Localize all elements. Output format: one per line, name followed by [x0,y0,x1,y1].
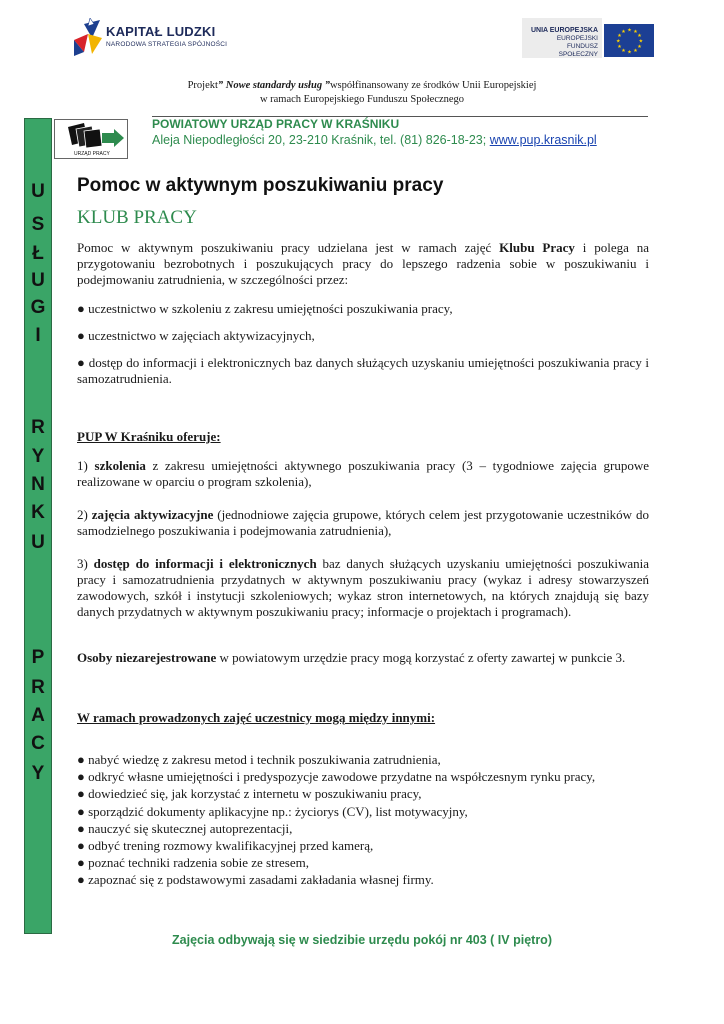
learn-list [77,751,649,889]
project-info [0,79,724,107]
svg-text:★: ★ [616,38,621,45]
sidebar-letter: N [31,474,45,495]
offer-item-2-num: 2) [77,507,92,522]
offer-item-3-text: baz danych służących uzyskaniu umiejętności poszukiwania pracy i samozatrudnienia przydatnych w aktywnym poszukiwaniu pracy (wykaz i adresy stowarzyszeń zawodowych, szkół i instytucji szkoleniowych; wykaz stron internetowych, na których znajdują się bazy danych przydatnych w aktywnym poszukiwaniu pracy; informacje o projektach i programach). [77,556,649,619]
sidebar-letter: Y [31,763,45,784]
svg-text:★: ★ [627,27,632,34]
offer-item-1-bold: szkolenia [94,458,146,473]
intro-text-b: i polega na przygotowaniu bezrobotnych i poszukujących pracy do lepszego radzenia sobie w poszukiwaniu i podejmowaniu zatrudnienia, w szczególności przez: [77,240,649,287]
kapital-ludzki-emblem-icon [70,18,110,58]
intro-paragraph [77,240,649,288]
svg-text:★: ★ [633,29,638,35]
page-title: Pomoc w aktywnym poszukiwaniu pracy [77,175,444,196]
offer-item-2-text: (jednodniowe zajęcia grupowe, których celem jest przygotowanie uczestników do samodzielnego poszukiwania i podejmowania zatrudnienia), [77,507,649,538]
sidebar-letter: S [31,214,45,235]
svg-text:★: ★ [617,33,622,39]
eu-line-1: UNIA EUROPEJSKA [530,27,598,34]
sidebar-letter: U [31,181,45,202]
office-logo-caption: URZĄD PRACY [74,151,110,157]
offer-item-3-bold: dostęp do informacji i elektronicznych [93,556,317,571]
project-name: ” Nowe standardy usług ” [217,80,330,91]
svg-text:★: ★ [617,44,622,50]
unregistered-bold: Osoby niezarejestrowane [77,650,217,665]
offer-item-2 [77,507,649,539]
sidebar-letter: A [31,705,45,726]
list-item: ● odbyć trening rozmowy kwalifikacyjnej przed kamerą, [77,838,374,854]
sidebar-letter: R [31,677,45,698]
intro-text-a: Pomoc w aktywnym poszukiwaniu pracy udzielana jest w ramach zajęć [77,240,500,255]
office-address-text: Aleja Niepodległości 20, 23-210 Kraśnik, tel. (81) 826-18-23; [152,133,487,147]
services-sidebar [24,118,52,934]
list-item: ● uczestnictwo w szkoleniu z zakresu umiejętności poszukiwania pracy, [77,301,453,316]
sidebar-letter: U [31,532,45,553]
section-title: KLUB PRACY [77,207,197,228]
office-website-link[interactable]: www.pup.krasnik.pl [489,133,597,147]
list-item: ● zapoznać się z podstawowymi zasadami zakładania własnej firmy. [77,872,434,888]
sidebar-letter: K [31,502,45,523]
list-item: ● odkryć własne umiejętności i predyspozycje zawodowe przydatne na współczesnym rynku pracy, [77,769,596,785]
intro-bold: Klubu Pracy [499,240,575,255]
svg-text:★: ★ [621,48,626,54]
sidebar-letter: Y [31,446,45,467]
eu-logo-text [528,27,598,59]
list-item: ● nauczyć się skutecznej autoprezentacji, [77,820,293,836]
sidebar-letter: G [30,297,46,318]
kapital-ludzki-title: KAPITAŁ LUDZKI [106,24,216,39]
list-item: ● dowiedzieć się, jak korzystać z internetu w poszukiwaniu pracy, [77,786,422,802]
sidebar-letter: I [35,325,41,346]
learn-heading: W ramach prowadzonych zajęć uczestnicy mogą między innymi: [77,710,436,725]
sidebar-letter: Ł [32,243,44,264]
sidebar-letter: P [31,647,45,668]
office-logo [54,119,128,159]
unregistered-text: w powiatowym urzędzie pracy mogą korzystać z oferty zawartej w punkcie 3. [216,650,626,665]
sidebar-letter: C [31,733,45,754]
project-prefix: Projekt [187,80,218,91]
list-item: ● sporządzić dokumenty aplikacyjne np.: życiorys (CV), list motywacyjny, [77,803,468,819]
project-line-2: w ramach Europejskiego Funduszu Społecznego [259,94,465,105]
unregistered-note [77,650,649,666]
svg-text:★: ★ [621,29,626,35]
offer-item-1-num: 1) [77,458,95,473]
offer-heading: PUP W Kraśniku oferuje: [77,429,221,444]
svg-text:★: ★ [633,48,638,54]
offer-item-3 [77,556,649,620]
list-item: ● uczestnictwo w zajęciach aktywizacyjnych, [77,328,315,343]
svg-text:★: ★ [627,49,632,56]
svg-text:★: ★ [637,44,642,50]
list-item: ● dostęp do informacji i elektronicznych baz danych służących uzyskaniu umiejętności poszukiwania pracy i samozatrudnienia. [77,355,649,386]
list-item: ● poznać techniki radzenia sobie ze stresem, [77,855,310,871]
office-logo-icon [54,119,128,159]
eu-line-3: FUNDUSZ SPOŁECZNY [558,43,598,58]
project-suffix: współfinansowany ze środków Unii Europejskiej [329,80,537,91]
office-name: POWIATOWY URZĄD PRACY W KRAŚNIKU [152,117,400,131]
sidebar-letter: R [31,417,45,438]
offer-item-3-num: 3) [77,556,94,571]
kapital-ludzki-subtitle: NARODOWA STRATEGIA SPÓJNOŚCI [106,41,228,48]
footer-note: Zajęcia odbywają się w siedzibie urzędu pokój nr 403 ( IV piętro) [172,933,552,947]
svg-text:★: ★ [637,33,642,39]
svg-text:★: ★ [638,38,644,45]
list-item: ● nabyć wiedzę z zakresu metod i technik poszukiwania zatrudnienia, [77,752,441,767]
offer-item-2-bold: zajęcia aktywizacyjne [91,507,214,522]
offer-item-1 [77,458,649,490]
sidebar-letter: U [31,270,45,291]
offer-item-1-text: z zakresu umiejętności aktywnego poszukiwania pracy (3 – tygodniowe zajęcia grupowe realizowane w oparciu o program szkolenia), [77,458,649,489]
eu-line-2: EUROPEJSKI [556,35,598,42]
eu-flag-icon [604,24,654,57]
office-address [152,133,597,147]
